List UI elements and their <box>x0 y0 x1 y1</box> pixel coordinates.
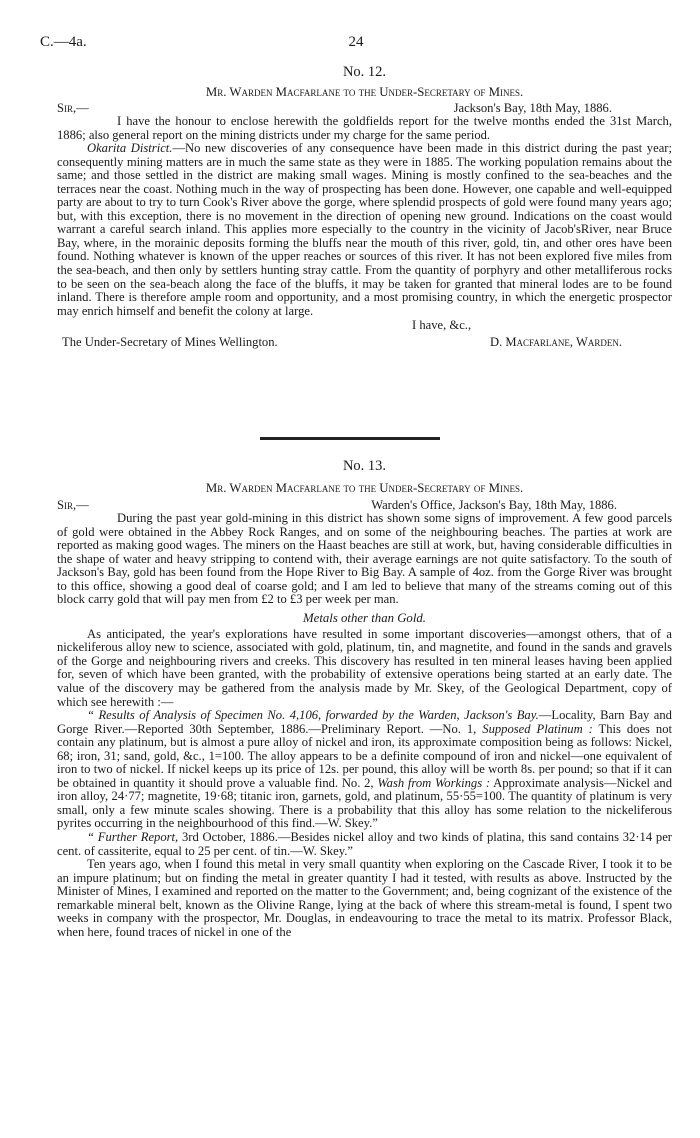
addressee: The Under-Secretary of Mines Wellington. <box>62 335 278 350</box>
place-date: Warden's Office, Jackson's Bay, 18th May, 1886. <box>371 498 617 512</box>
paragraph: I have the honour to enclose herewith the goldfields report for the twelve months ended the 31st March, 1886; also general report on the mining districts under my charge for the same period. <box>57 114 672 142</box>
salutation-line <box>57 498 672 512</box>
salutation: Sir,— <box>57 498 89 512</box>
place-date: Jackson's Bay, 18th May, 1886. <box>453 101 612 115</box>
letter-heading: Mr. Warden Macfarlane to the Under-Secretary of Mines. <box>205 85 524 99</box>
quoted-report: “ Results of Analysis of Specimen No. 4,106, forwarded by the Warden, Jackson's Bay.—Locality, Barn Bay and Gorge River.—Reported 30th September, 1886.—Preliminary Report. —No. 1, Supposed Platinum : This does not contain any platinum, but is almost a pure alloy of nickel and iron, its approximate composition being as follows: Nickel, 68; iron, 31; sand, gold, &c., 1=100. The alloy appears to be a definite compound of iron and nickel—one equivalent of iron to two of nickel. If nickel keeps up its price of 12s. per pound, this alloy will be worth 8s. per pound; so that if it can be obtained in quantity it should prove a valuable find. No. 2, Wash from Workings : Approximate analysis—Nickel and iron alloy, 24·77; magnetite, 19·68; titanic iron, garnets, gold, and platinum, 55·55=100. The quantity of platinum is very small, only a few minute scales showing. There is a probability that this alloy has some relation to the nickeliferous pyrites occurring in the neighbourhood of this find.—W. Skey.” <box>57 708 672 831</box>
section-subheading: Metals other than Gold. <box>303 610 426 625</box>
signature: D. Macfarlane, Warden. <box>489 335 622 350</box>
paragraph: As anticipated, the year's explorations have resulted in some important discoveries—amongst others, that of a nickeliferous alloy new to science, associated with gold, platinum, tin, and magnetite, and found in the sands and gravels of the Gorge and neighbouring rivers and creeks. This discovery has resulted in ten mineral leases having been applied for, seven of which have been granted, with the probability of extensive operations being started at an early date. The value of the discovery may be gathered from the analysis made by Mr. Skey, of the Geological Department, copy of which see herewith :— <box>57 626 672 709</box>
document-reference: C.—4a. <box>40 34 87 50</box>
letter-number: No. 13. <box>342 458 387 474</box>
page-header <box>40 34 672 54</box>
quoted-report: “ Further Report, 3rd October, 1886.—Besides nickel alloy and two kinds of platina, this sand contains 32·14 per cent. of cassiterite, equal to 25 per cent. of tin.—W. Skey.” <box>57 830 673 858</box>
letter-number: No. 12. <box>342 64 387 80</box>
closing-line <box>57 318 672 332</box>
letter-heading: Mr. Warden Macfarlane to the Under-Secretary of Mines. <box>205 481 524 495</box>
section-divider <box>260 437 440 440</box>
page-number: 24 <box>348 34 364 50</box>
salutation-line <box>57 101 672 115</box>
letter-12 <box>57 64 672 349</box>
district-label: Okarita District. <box>87 141 173 156</box>
letter-13 <box>57 458 672 939</box>
paragraph: During the past year gold-mining in this district has shown some signs of improvement. A few good parcels of gold were obtained in the Abbey Rock Ranges, and on some of the neighbouring beaches. The parties at work are reported as making good wages. The miners on the Haast beaches are still at work, but, having considerable difficulties in the shape of water and heavy stripping to contend with, their average earnings are not quite satisfactory. To the south of Jackson's Bay, gold has been found from the Hope River to Big Bay. A sample of 4oz. from the Gorge River was brought to this office, showing a good deal of coarse gold; and I am led to believe that many of the streams coming out of this block carry gold that will pay men from £2 to £3 per week per man. <box>57 511 672 607</box>
signature-line <box>57 335 672 349</box>
paragraph: Ten years ago, when I found this metal in very small quantity when exploring on the Cascade River, I took it to be an impure platinum; but on finding the metal in greater quantity I had it tested, with results as above. Instructed by the Minister of Mines, I examined and reported on the matter to the Government; and, being cognizant of the existence of the remarkable mineral belt, known as the Olivine Range, lying at the back of where this stream-metal is found, I spent two weeks in company with the prospector, Mr. Douglas, in endeavouring to trace the metal to its matrix. Professor Black, when here, found traces of nickel in one of the <box>57 857 672 939</box>
salutation: Sir,— <box>57 101 89 115</box>
closing: I have, &c., <box>412 318 472 333</box>
paragraph: Okarita District.—No new discoveries of any consequence have been made in this district during the past year; consequently mining matters are in much the same state as they were in 1885. The working population remains about the same; and those settled in the district are making small wages. Mining is mostly confined to the sea-beaches and the terraces near the coast. Nothing much in the way of prospecting has been done. However, one capable and well-equipped party are about to try to turn Cook's River above the gorge, where splendid prospects of gold were found many years ago; but, with this exception, there is no movement in the direction of opening new ground. Indications on the coast would warrant a careful search inland. This applies more especially to the country in the vicinity of Jacob'sRiver, near Bruce Bay, where, in the morainic deposits forming the bluffs near the mouth of this river, gold, tin, and other ores have been found. Nothing whatever is known of the upper reaches or sources of this river. It has not been explored five miles from the sea-beach, and then only by settlers hunting stray cattle. From the quantity of porphyry and other metalliferous rocks to be seen on the sea-beach along the face of the bluffs, it may be taken for granted that mineral lodes are to be found inland. There is therefore ample room and opportunity, and a most promising country, in which the energetic prospector may enrich himself and benefit the colony at large. <box>57 141 672 318</box>
